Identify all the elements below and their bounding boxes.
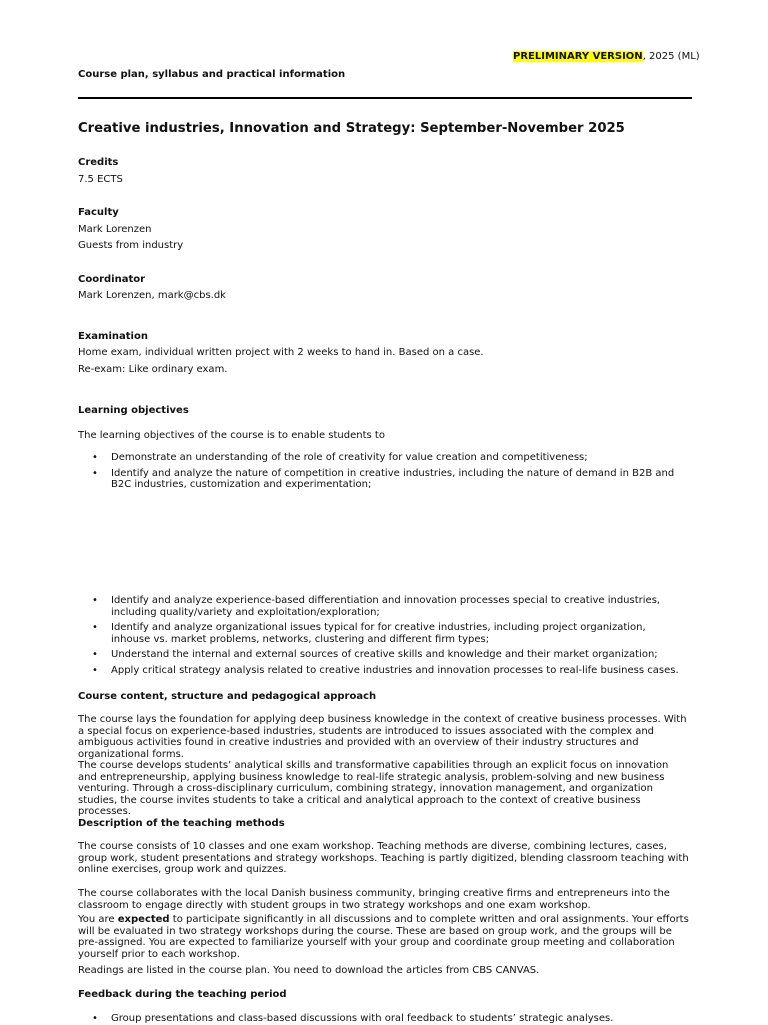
page-title: Creative industries, Innovation and Strategy: September-November 2025 (78, 121, 625, 136)
list-item: • Identify and analyze the nature of competition in creative industries, including the nature of demand in B2B and B2C industries, customization and experimentation; (78, 468, 682, 491)
content-paragraph: The course develops students’ analytical skills and transformative capabilities through an explicit focus on innovation and entrepreneurship, applying business knowledge to real-life strategic analysis, problem-solving and new business venturing. Through a cross-disciplinary curriculum, combining strategy, innovation management, and organization studies, the course invites students to take a critical and analytical approach to the context of creative business processes. (78, 760, 669, 818)
list-item: • Apply critical strategy analysis related to creative industries and innovation processes to real-life business cases. (78, 665, 682, 677)
feedback-heading: Feedback during the teaching period (78, 989, 287, 1000)
learning-intro: The learning objectives of the course is to enable students to (78, 430, 385, 441)
learning-heading: Learning objectives (78, 405, 189, 416)
learning-list-a (78, 452, 682, 491)
methods-paragraph (78, 914, 690, 960)
doc-subtitle: Course plan, syllabus and practical information (78, 69, 346, 80)
faculty-heading: Faculty (78, 207, 119, 218)
examination-line: Home exam, individual written project with 2 weeks to hand in. Based on a case. (78, 347, 484, 358)
methods-paragraph: The course collaborates with the local Danish business community, bringing creative firms and entrepreneurs into the classroom to engage directly with student groups in two strategy workshops and one exam workshop. (78, 888, 670, 911)
credits-heading: Credits (78, 157, 119, 168)
expected-pre: You are (78, 914, 118, 925)
version-label (513, 51, 700, 63)
list-item: • Identify and analyze experience-based differentiation and innovation processes special to creative industries, including quality/variety and exploitation/exploration; (78, 595, 682, 618)
expected-bold: expected (117, 914, 170, 925)
list-item: • Demonstrate an understanding of the role of creativity for value creation and competitiveness; (78, 452, 682, 464)
methods-paragraph: The course consists of 10 classes and one exam workshop. Teaching methods are diverse, combining lectures, cases, group work, student presentations and strategy workshops. Teaching is partly digitized, blending classroom teaching with online exercises, group work and quizzes. (78, 841, 689, 876)
feedback-list (78, 1013, 682, 1025)
content-paragraph: The course lays the foundation for applying deep business knowledge in the context of creative business processes. With a special focus on experience-based industries, students are introduced to issues associated with the complex and ambiguous activities found in creative industries and provided with an overview of their industry structures and organizational forms. (78, 714, 687, 760)
methods-paragraph: Readings are listed in the course plan. You need to download the articles from CBS CANVAS. (78, 965, 540, 976)
list-item: • Group presentations and class-based discussions with oral feedback to students’ strategic analyses. (78, 1013, 682, 1025)
examination-line: Re-exam: Like ordinary exam. (78, 364, 228, 375)
credits-value: 7.5 ECTS (78, 174, 123, 185)
expected-post: to participate significantly in all discussions and to complete written and oral assignments. Your efforts will be evaluated in two strategy workshops during the course. These are based on group work, and the groups will be pre-assigned. You are expected to familiarize yourself with your group and coordinate group meeting and collaboration yourself prior to each workshop. (78, 914, 689, 960)
faculty-line: Guests from industry (78, 240, 184, 251)
header-rule (78, 97, 692, 99)
content-heading: Course content, structure and pedagogical approach (78, 691, 377, 702)
preliminary-highlight: PRELIMINARY VERSION (513, 51, 643, 62)
list-item: • Identify and analyze organizational issues typical for for creative industries, including project organization, inhouse vs. market problems, networks, clustering and different firm types; (78, 622, 682, 645)
coordinator-heading: Coordinator (78, 274, 146, 285)
examination-heading: Examination (78, 331, 148, 342)
learning-list-b (78, 595, 682, 677)
list-item: • Understand the internal and external sources of creative skills and knowledge and their market organization; (78, 649, 682, 661)
faculty-line: Mark Lorenzen (78, 224, 152, 235)
version-suffix: , 2025 (ML) (642, 51, 700, 62)
methods-heading: Description of the teaching methods (78, 818, 285, 829)
coordinator-value: Mark Lorenzen, mark@cbs.dk (78, 290, 226, 301)
